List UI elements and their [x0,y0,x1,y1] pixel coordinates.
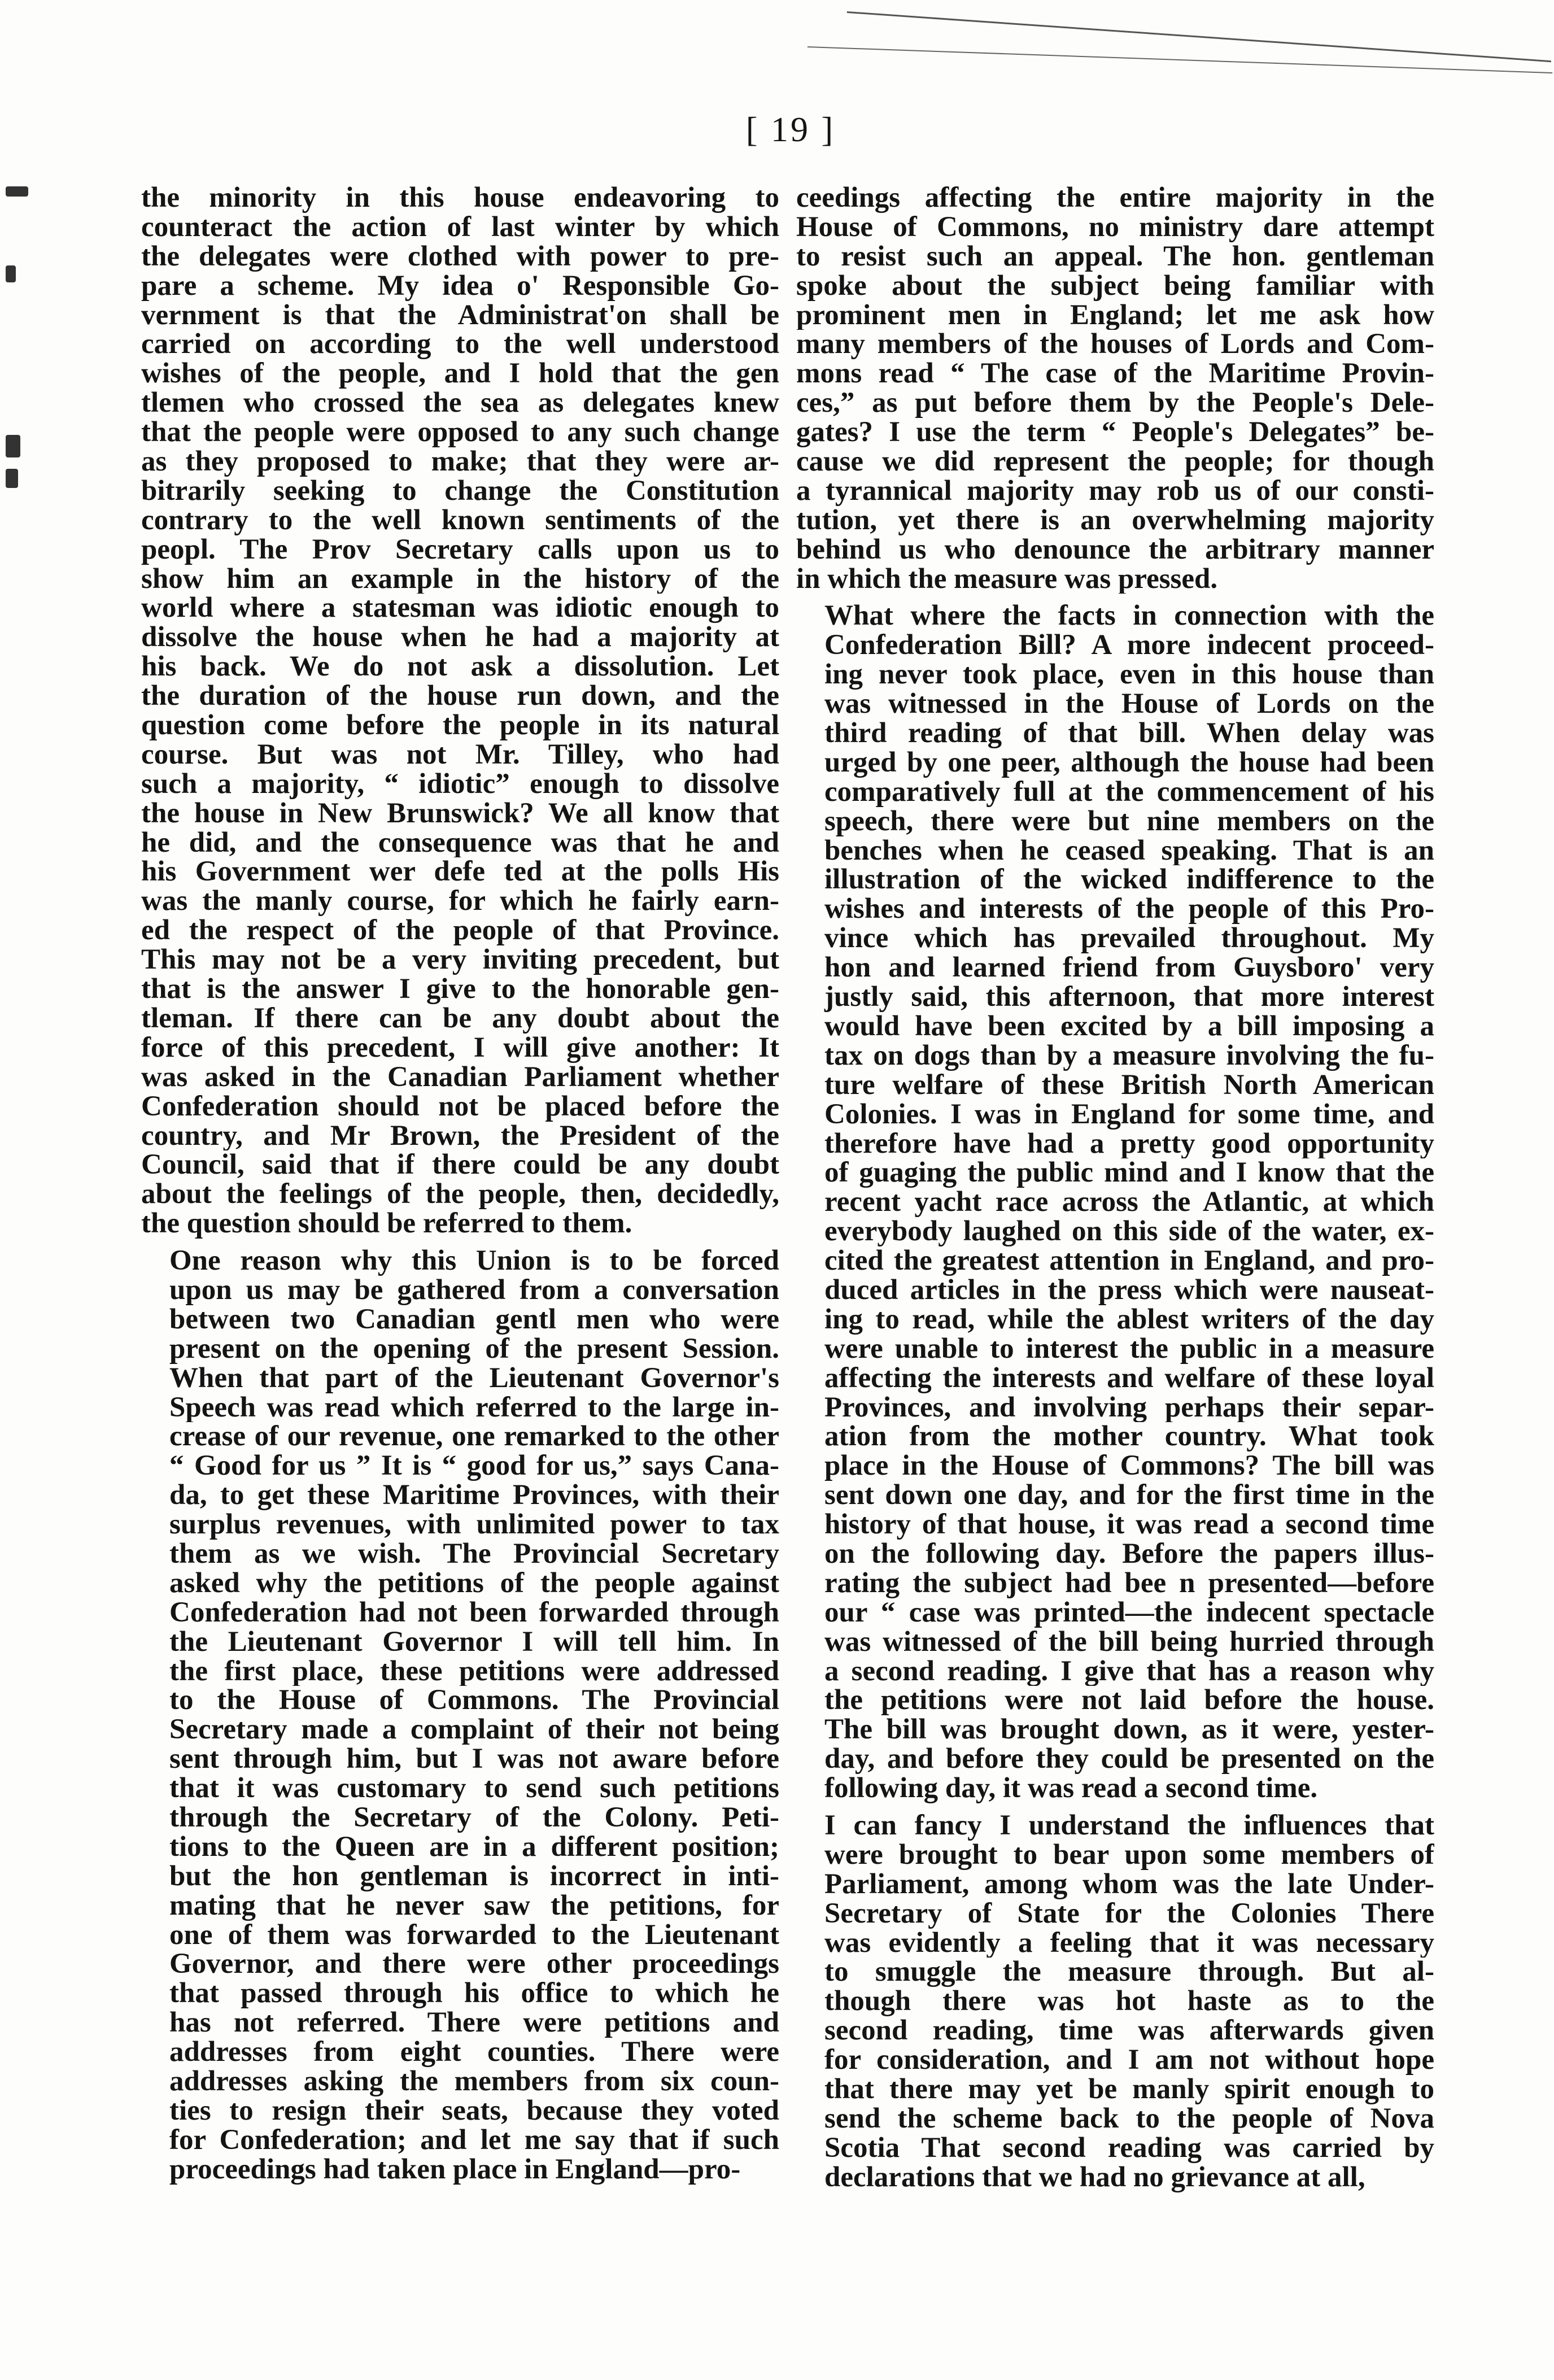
text-line: through the Secretary of the Colony. Peti- [169,1803,779,1833]
text-line: everybody laughed on this side of the water, ex- [824,1217,1434,1247]
text-line: This may not be a very inviting precedent, but [141,945,779,975]
text-line: da, to get these Maritime Provinces, with their [169,1481,779,1511]
paragraph [796,601,1434,1803]
text-line: ing to read, while the ablest writers of the day [824,1305,1434,1335]
text-line: history of that house, it was read a second time [824,1510,1434,1540]
text-line: for consideration, and I am not without hope [824,2046,1434,2075]
text-line: about the feelings of the people, then, decidedly, [141,1180,779,1210]
text-line: in which the measure was pressed. [796,564,1218,594]
text-line: peopl. The Prov Secretary calls upon us to [141,535,779,565]
text-line: behind us who denounce the arbitrary manner [796,535,1434,565]
text-line: mating that he never saw the petitions, for [169,1891,779,1921]
text-line: ation from the mother country. What took [824,1422,1434,1452]
text-line: question come before the people in its natural [141,711,779,740]
text-line: but the hon gentleman is incorrect in inti- [169,1862,779,1891]
text-line: force of this precedent, I will give another: It [141,1033,779,1063]
paragraph [796,184,1434,594]
text-line: the duration of the house run down, and the [141,682,779,712]
text-line: such a majority, “ idiotic” enough to dissolve [141,769,779,799]
text-line: following day, it was read a second time. [824,1774,1318,1803]
text-line: was witnessed in the House of Lords on the [824,690,1434,720]
text-line: ing never took place, even in this house than [824,660,1434,690]
text-line: third reading of that bill. When delay was [824,719,1434,748]
text-line: duced articles in the press which were nauseat- [824,1275,1434,1305]
text-line: were unable to interest the public in a measure [824,1334,1434,1364]
text-line: Colonies. I was in England for some time, and [824,1100,1434,1130]
text-line: House of Commons, no ministry dare attempt [796,212,1434,242]
text-line: Governor, and there were other proceedings [169,1950,779,1980]
text-line: hon and learned friend from Guysboro' very [824,953,1434,983]
text-line: was asked in the Canadian Parliament whether [141,1062,779,1092]
margin-mark [6,186,28,197]
text-line: vernment is that the Administrat'on shall be [141,300,779,330]
paragraph [796,1811,1434,2192]
text-line: has not referred. There were petitions and [169,2008,779,2038]
text-line: Confederation should not be placed before the [141,1092,779,1122]
text-line: was evidently a feeling that it was necessary [824,1928,1434,1958]
text-line: Confederation had not been forwarded through [169,1598,779,1628]
text-line: justly said, this afternoon, that more interest [824,983,1434,1012]
text-line: One reason why this Union is to be forced [169,1246,779,1276]
text-line: day, and before they could be presented on the [824,1745,1434,1775]
text-line: asked why the petitions of the people against [169,1568,779,1598]
text-line: wishes and interests of the people of this Pro- [824,895,1434,925]
text-line: therefore have had a pretty good opportunity [824,1129,1434,1159]
text-line: on the following day. Before the papers illus- [824,1539,1434,1569]
text-line: proceedings had taken place in England—pro- [169,2155,741,2185]
text-line: the minority in this house endeavoring to [141,184,779,213]
text-line: that is the answer I give to the honorable gen- [141,975,779,1004]
text-line: for Confederation; and let me say that if such [169,2125,779,2155]
text-line: What where the facts in connection with the [824,601,1434,631]
text-line: affecting the interests and welfare of these loyal [824,1363,1434,1393]
text-line: illustration of the wicked indifference to the [824,865,1434,895]
text-line: wishes of the people, and I hold that the gen [141,359,779,389]
text-line: Provinces, and involving perhaps their separ- [824,1393,1434,1423]
text-line: one of them was forwarded to the Lieutenant [169,1920,779,1950]
text-line: a second reading. I give that has a reason why [824,1657,1434,1686]
text-line: though there was hot haste as to the [824,1987,1434,2017]
text-line: rating the subject had bee n presented—before [824,1568,1434,1598]
left-column [141,184,779,2185]
text-line: cause we did represent the people; for though [796,447,1434,477]
text-line: our “ case was printed—the indecent spectacle [824,1598,1434,1628]
text-line: ces,” as put before them by the People's Dele- [796,389,1434,419]
page-number: [ 19 ] [745,111,836,149]
text-line: vince which has prevailed throughout. My [824,924,1434,954]
text-line: show him an example in the history of the [141,564,779,594]
text-line: contrary to the well known sentiments of the [141,505,779,535]
text-line: send the scheme back to the people of Nova [824,2104,1434,2134]
margin-mark [6,435,20,457]
text-line: mons read “ The case of the Maritime Provin- [796,359,1434,389]
text-line: the first place, these petitions were addressed [169,1657,779,1686]
text-line: dissolve the house when he had a majority at [141,623,779,653]
paragraph [141,184,779,1239]
text-line: country, and Mr Brown, the President of the [141,1121,779,1151]
text-line: to the House of Commons. The Provincial [169,1686,779,1716]
text-line: second reading, time was afterwards given [824,2016,1434,2046]
text-line: carried on according to the well understood [141,330,779,360]
text-line: bitrarily seeking to change the Constitution [141,476,779,506]
text-line: to smuggle the measure through. But al- [824,1958,1434,1987]
text-line: tleman. If there can be any doubt about the [141,1004,779,1034]
text-line: place in the House of Commons? The bill was [824,1451,1434,1481]
text-line: the question should be referred to them. [141,1209,632,1239]
text-line: his back. We do not ask a dissolution. Let [141,652,779,682]
text-line: that it was customary to send such petitions [169,1774,779,1803]
text-line: benches when he ceased speaking. That is an [824,836,1434,866]
text-line: to resist such an appeal. The hon. gentleman [796,242,1434,272]
right-column [796,184,1434,2192]
text-line: the house in New Brunswick? We all know that [141,799,779,829]
text-line: between two Canadian gentl men who were [169,1305,779,1335]
text-line: recent yacht race across the Atlantic, at which [824,1188,1434,1218]
text-line: Speech was read which referred to the large in- [169,1393,779,1423]
text-line: that there may yet be manly spirit enough to [824,2075,1434,2104]
text-line: of guaging the public mind and I know that the [824,1158,1434,1188]
text-line: I can fancy I understand the influences that [824,1811,1434,1841]
text-line: that the people were opposed to any such change [141,418,779,448]
text-line: ceedings affecting the entire majority in the [796,184,1434,213]
text-line: cited the greatest attention in England, and pro- [824,1246,1434,1276]
text-line: counteract the action of last winter by which [141,212,779,242]
text-line: Parliament, among whom was the late Under- [824,1869,1434,1899]
text-line: would have been excited by a bill imposing a [824,1012,1434,1041]
text-line: the petitions were not laid before the house. [824,1686,1434,1716]
top-edge-rule-secondary [807,46,1552,73]
text-line: ture welfare of these British North American [824,1070,1434,1100]
text-line: upon us may be gathered from a conversation [169,1275,779,1305]
text-line: course. But was not Mr. Tilley, who had [141,740,779,770]
margin-mark [6,265,16,282]
text-line: speech, there were but nine members on the [824,807,1434,836]
margin-mark [6,469,18,488]
text-line: ties to resign their seats, because they voted [169,2096,779,2126]
text-line: surplus revenues, with unlimited power to tax [169,1510,779,1540]
text-line: When that part of the Lieutenant Governor's [169,1363,779,1393]
text-line: tions to the Queen are in a different position; [169,1832,779,1862]
text-line: sent through him, but I was not aware before [169,1745,779,1775]
text-line: addresses asking the members from six coun- [169,2067,779,2096]
text-line: he did, and the consequence was that he and [141,828,779,858]
text-line: comparatively full at the commencement of his [824,777,1434,807]
text-line: Secretary of State for the Colonies There [824,1899,1434,1929]
text-line: Council, said that if there could be any doubt [141,1150,779,1180]
text-line: his Government wer defe ted at the polls His [141,857,779,887]
text-line: a tyrannical majority may rob us of our consti- [796,476,1434,506]
text-line: the delegates were clothed with power to pre- [141,242,779,272]
text-line: was the manly course, for which he fairly earn- [141,887,779,917]
text-line: declarations that we had no grievance at all, [824,2163,1365,2192]
text-line: many members of the houses of Lords and Com- [796,330,1434,360]
text-line: prominent men in England; let me ask how [796,300,1434,330]
text-line: tax on dogs than by a measure involving the fu- [824,1041,1434,1071]
text-line: Confederation Bill? A more indecent proceed- [824,631,1434,661]
text-line: crease of our revenue, one remarked to the other [169,1422,779,1452]
text-line: Secretary made a complaint of their not being [169,1715,779,1745]
text-line: ed the respect of the people of that Province. [141,916,779,946]
text-line: that passed through his office to which he [169,1979,779,2009]
text-line: world where a statesman was idiotic enough to [141,594,779,624]
text-line: sent down one day, and for the first time in the [824,1481,1434,1511]
paragraph [141,1246,779,2185]
text-line: were brought to bear upon some members of [824,1840,1434,1870]
text-line: tlemen who crossed the sea as delegates knew [141,389,779,419]
text-line: “ Good for us ” It is “ good for us,” says Cana- [169,1451,779,1481]
text-line: gates? I use the term “ People's Delegates” be- [796,418,1434,448]
text-line: urged by one peer, although the house had been [824,748,1434,778]
text-line: The bill was brought down, as it were, yester- [824,1715,1434,1745]
top-edge-rule [847,11,1551,62]
text-line: them as we wish. The Provincial Secretary [169,1539,779,1569]
text-line: tution, yet there is an overwhelming majority [796,505,1434,535]
text-line: pare a scheme. My idea o' Responsible Go- [141,271,779,301]
text-line: as they proposed to make; that they were ar- [141,447,779,477]
text-line: was witnessed of the bill being hurried through [824,1627,1434,1657]
text-line: Scotia That second reading was carried by [824,2133,1434,2163]
text-line: the Lieutenant Governor I will tell him. In [169,1627,779,1657]
text-line: addresses from eight counties. There were [169,2038,779,2067]
text-line: spoke about the subject being familiar with [796,271,1434,301]
text-line: present on the opening of the present Session. [169,1334,779,1364]
